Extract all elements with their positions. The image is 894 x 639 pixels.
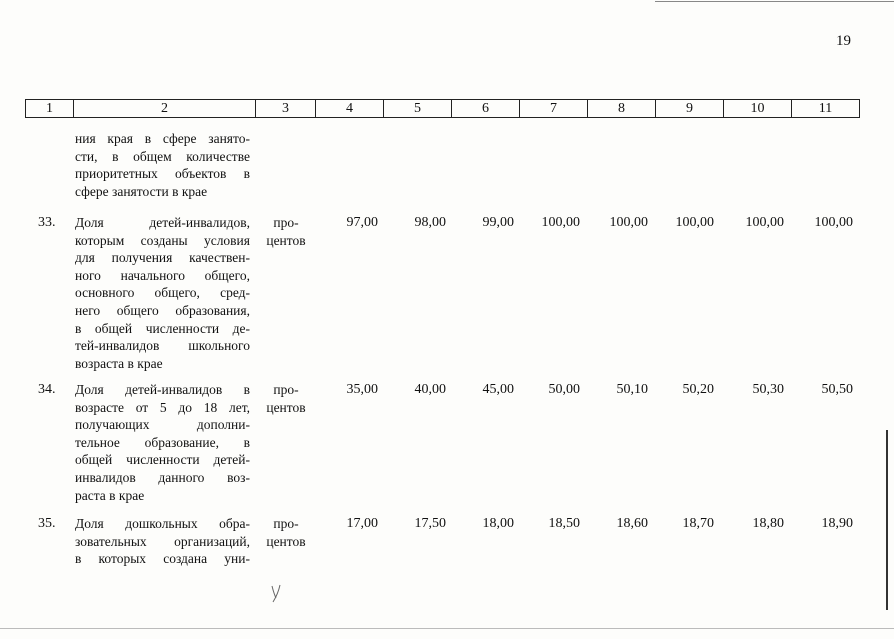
description-line: тельное образование, в: [75, 434, 250, 450]
column-header-9: 9: [656, 100, 724, 118]
column-header-1: 1: [26, 100, 74, 118]
page-number: 19: [836, 33, 851, 49]
continuation-line: приоритетных объектов в: [75, 166, 250, 182]
column-header-3: 3: [256, 100, 316, 118]
description-line: в которых создана уни-: [75, 551, 250, 567]
description-line: которым созданы условия: [75, 232, 250, 248]
value-cell-col10: 18,80: [752, 516, 784, 531]
continuation-line: ния края в сфере занято-: [75, 131, 250, 146]
value-cell-col5: 17,50: [414, 516, 446, 531]
column-header-4: 4: [316, 100, 384, 118]
handwritten-mark: [268, 584, 286, 604]
description-line: возрасте от 5 до 18 лет,: [75, 399, 250, 415]
row-unit: [261, 214, 311, 249]
unit-line: про-: [273, 382, 299, 397]
column-header-5: 5: [384, 100, 452, 118]
value-cell-col9: 50,20: [682, 382, 714, 397]
value-cell-col10: 100,00: [745, 215, 784, 230]
column-header-10: 10: [724, 100, 792, 118]
value-cell-col8: 100,00: [609, 215, 648, 230]
scan-top-rule: [655, 1, 894, 2]
value-cell-col9: 100,00: [675, 215, 714, 230]
value-cell-col7: 100,00: [541, 215, 580, 230]
row-number: 35.: [38, 516, 56, 531]
unit-line: про-: [273, 215, 299, 230]
description-line: общей численности детей-: [75, 452, 250, 468]
value-cell-col7: 50,00: [548, 382, 580, 397]
scan-bottom-rule: [0, 628, 894, 629]
continuation-line: сти, в общем количестве: [75, 148, 250, 164]
description-line: зовательных организаций,: [75, 533, 250, 549]
value-cell-col4: 17,00: [346, 516, 378, 531]
description-line: тей-инвалидов школьного: [75, 338, 250, 354]
value-cell-col9: 18,70: [682, 516, 714, 531]
value-cell-col8: 18,60: [616, 516, 648, 531]
value-cell-col5: 40,00: [414, 382, 446, 397]
unit-line: центов: [266, 399, 306, 415]
row-number: 34.: [38, 382, 56, 397]
description-line: получающих дополни-: [75, 417, 250, 433]
column-header-6: 6: [452, 100, 520, 118]
unit-line: центов: [266, 533, 306, 549]
value-cell-col11: 18,90: [821, 516, 853, 531]
column-header-2: 2: [74, 100, 256, 118]
description-line: Доля детей-инвалидов в: [75, 382, 250, 397]
unit-line: про-: [273, 516, 299, 531]
continuation-description: [75, 130, 250, 200]
column-header-8: 8: [588, 100, 656, 118]
description-line: возраста в крае: [75, 355, 163, 371]
value-cell-col4: 35,00: [346, 382, 378, 397]
row-description: [75, 515, 250, 568]
description-line: раста в крае: [75, 487, 145, 503]
row-unit: [261, 381, 311, 416]
row-number: 33.: [38, 215, 56, 230]
description-line: Доля дошкольных обра-: [75, 516, 250, 531]
description-line: Доля детей-инвалидов,: [75, 215, 250, 230]
value-cell-col6: 18,00: [482, 516, 514, 531]
column-header-table: [25, 99, 860, 118]
continuation-line: сфере занятости в крае: [75, 183, 208, 199]
value-cell-col11: 100,00: [814, 215, 853, 230]
row-description: [75, 214, 250, 372]
value-cell-col11: 50,50: [821, 382, 853, 397]
value-cell-col7: 18,50: [548, 516, 580, 531]
description-line: ного начального общего,: [75, 267, 250, 283]
column-header-11: 11: [792, 100, 860, 118]
value-cell-col10: 50,30: [752, 382, 784, 397]
description-line: для получения качествен-: [75, 250, 250, 266]
description-line: в общей численности де-: [75, 320, 250, 336]
scan-edge-mark: [886, 430, 888, 610]
row-unit: [261, 515, 311, 550]
value-cell-col8: 50,10: [616, 382, 648, 397]
description-line: основного общего, сред-: [75, 285, 250, 301]
row-description: [75, 381, 250, 504]
value-cell-col6: 99,00: [482, 215, 514, 230]
description-line: инвалидов данного воз-: [75, 469, 250, 485]
value-cell-col6: 45,00: [482, 382, 514, 397]
value-cell-col5: 98,00: [414, 215, 446, 230]
column-header-row: [26, 100, 860, 118]
unit-line: центов: [266, 232, 306, 248]
description-line: него общего образования,: [75, 302, 250, 318]
column-header-7: 7: [520, 100, 588, 118]
value-cell-col4: 97,00: [346, 215, 378, 230]
